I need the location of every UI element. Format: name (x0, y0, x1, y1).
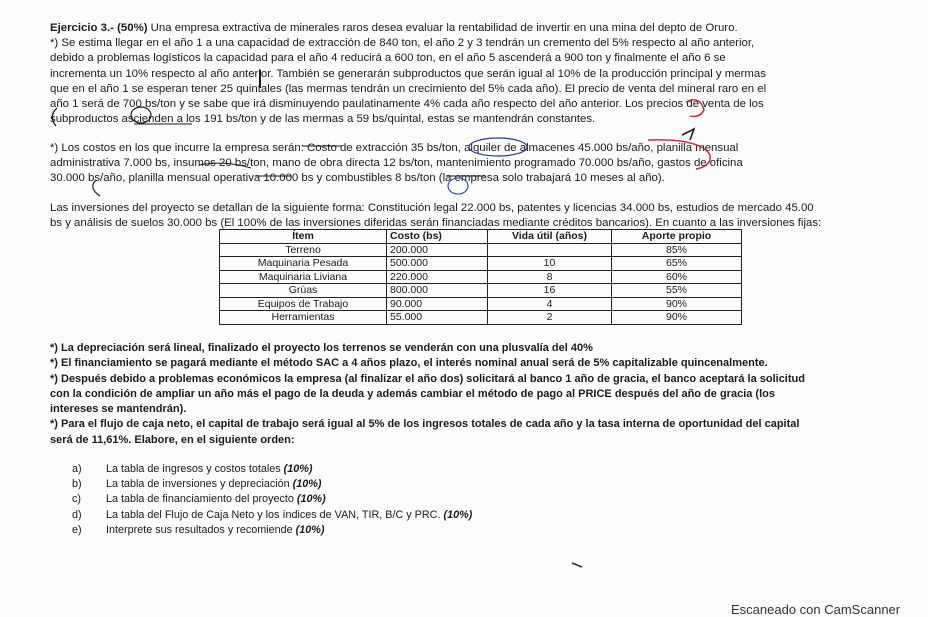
col-header-useful-life: Vida útil (años) (488, 230, 612, 244)
task-description: La tabla de inversiones y depreciación (106, 478, 293, 491)
table-row (220, 284, 742, 298)
task-description: Interprete sus resultados y recomiende (106, 523, 296, 536)
table-row (220, 311, 742, 325)
list-item (72, 523, 472, 538)
cell-useful-life: 16 (488, 284, 612, 298)
list-item (72, 477, 472, 492)
text-line: debido a problemas logísticos la capacidad para el año 4 reducirá a 600 ton, en el año 5 ascenderá a 900 ton y finalmente el año 6 se (50, 52, 726, 65)
list-item (72, 508, 472, 523)
problem-statement (50, 21, 928, 127)
list-item (72, 462, 472, 477)
cell-item: Equipos de Trabajo (220, 297, 387, 311)
list-item (72, 492, 472, 507)
task-weight: (10%) (296, 493, 326, 506)
cell-cost: 220.000 (387, 270, 488, 284)
cell-useful-life: 8 (488, 270, 612, 284)
cell-useful-life: 2 (488, 311, 612, 325)
text-line: *) Los costos en los que incurre la empresa serán: Costo de extracción 35 bs/ton, alquiler de almacenes 45.000 bs/año, planilla mensual (50, 142, 739, 154)
task-description: La tabla del Flujo de Caja Neto y los índices de VAN, TIR, B/C y PRC. (106, 508, 444, 521)
cell-cost: 90.000 (387, 297, 488, 311)
cell-cost: 55.000 (387, 311, 488, 325)
text-line: intereses se mantendrán). (50, 403, 187, 416)
task-letter: a) (72, 463, 82, 475)
cell-own-contribution: 90% (612, 297, 742, 311)
table-row (220, 243, 742, 257)
task-text (106, 462, 312, 477)
task-letter: e) (72, 523, 82, 536)
cell-cost: 500.000 (387, 257, 488, 271)
cell-cost: 800.000 (387, 284, 488, 298)
table-row (220, 257, 742, 271)
cell-useful-life: 10 (488, 257, 612, 271)
cell-own-contribution: 55% (612, 284, 742, 298)
cell-own-contribution: 85% (612, 243, 742, 257)
text-line: *) Para el flujo de caja neto, el capital de trabajo será igual al 5% de los ingresos totales de cada año y la tasa interna de oportunidad del capital (50, 418, 800, 431)
text-line: incrementa un 10% respecto al año anterior. También se generarán subproductos que serán igual al 10% de la producción principal y mermas (50, 67, 766, 80)
task-list (72, 462, 472, 538)
cell-item: Grúas (220, 284, 387, 298)
task-description: La tabla de financiamiento del proyecto (106, 493, 297, 506)
task-text (106, 523, 324, 538)
task-text (106, 492, 326, 507)
table-header-row (220, 230, 742, 244)
text-line: *) El financiamiento se pagará mediante el método SAC a 4 años plazo, el interés nominal anual será de 5% capitalizable quincenalmente. (50, 357, 768, 370)
cell-useful-life: 4 (488, 297, 612, 311)
task-text (106, 477, 321, 492)
stray-mark (572, 563, 582, 567)
pen-check-mark (682, 129, 694, 140)
text-line: *) Se estima llegar en el año 1 a una capacidad de extracción de 840 ton, el año 2 y 3 tendrán un cremento del 5% respecto al año anterior, (50, 37, 755, 50)
investments-paragraph (50, 201, 928, 231)
table-row (220, 270, 742, 284)
text-line: con la condición de ampliar un año más el pago de la deuda y además cambiar el método de pago al PRICE después del año de gracia (los (50, 387, 775, 400)
col-header-own-contribution: Aporte propio (612, 230, 742, 244)
text-line: *) Después debido a problemas económicos la empresa (al finalizar el año dos) solicitará al banco 1 año de gracia, el banco aceptará la solicitud (50, 372, 805, 385)
task-letter: c) (72, 493, 81, 506)
exercise-title: Ejercicio 3.- (50%) (50, 22, 148, 34)
task-letter: b) (72, 478, 82, 491)
text-line: Las inversiones del proyecto se detallan de la siguiente forma: Constitución legal 22.000 bs, patentes y licencias 34.000 bs, estudios de mercado 45.00 (50, 202, 814, 214)
text-line: que en el año 1 se esperan tener 25 quintales (las mermas tendrán un crecimiento del 5% cada año). El precio de venta del mineral raro en el (50, 82, 767, 95)
cell-own-contribution: 65% (612, 257, 742, 271)
cell-own-contribution: 60% (612, 270, 742, 284)
table-row (220, 297, 742, 311)
col-header-item: Ítem (220, 230, 387, 244)
exercise-intro: Una empresa extractiva de minerales raros desea evaluar la rentabilidad de invertir en una mina del depto de Oruro. (147, 22, 738, 34)
cell-item: Maquinaria Pesada (220, 257, 387, 271)
task-text (106, 508, 472, 523)
col-header-cost: Costo (bs) (387, 230, 488, 244)
cell-item: Herramientas (220, 311, 387, 325)
text-line: bs y análisis de suelos 30.000 bs (El 100% de las inversiones diferidas serán financiadas mediante créditos bancarios). En cuanto a las inversiones fijas: (50, 217, 822, 230)
fixed-investments-table (219, 229, 742, 325)
task-weight: (10%) (295, 523, 325, 536)
cell-useful-life (488, 243, 612, 257)
cell-own-contribution: 90% (612, 311, 742, 325)
text-line: subproductos ascienden a los 191 bs/ton y de las mermas a 59 bs/quintal, estas se mantendrán constantes. (50, 113, 596, 126)
task-weight: (10%) (443, 508, 473, 521)
text-line: será de 11,61%. Elabore, en el siguiente orden: (50, 433, 295, 446)
text-line: administrativa 7.000 bs, insumos 20 bs/ton, mano de obra directa 12 bs/ton, mantenimiento programado 70.000 bs/año, gastos de oficina (50, 157, 743, 170)
text-line: año 1 será de 700 bs/ton y se sabe que irá disminuyendo paulatinamente 4% cada año respecto del año anterior. Los precios de venta de los (50, 98, 764, 111)
text-line: 30.000 bs/año, planilla mensual operativa 10.000 bs y combustibles 8 bs/ton (la empresa solo trabajará 10 meses al año). (50, 172, 665, 185)
cell-item: Maquinaria Liviana (220, 270, 387, 284)
costs-paragraph (50, 141, 928, 187)
conditions-paragraph (50, 341, 928, 448)
task-letter: d) (72, 508, 82, 521)
title-line (50, 21, 928, 36)
cell-cost: 200.000 (387, 243, 488, 257)
task-weight: (10%) (292, 478, 322, 491)
text-line: *) La depreciación será lineal, finalizado el proyecto los terrenos se venderán con una plusvalía del 40% (50, 342, 593, 354)
cell-item: Terreno (220, 243, 387, 257)
scanner-watermark: Escaneado con CamScanner (731, 602, 901, 617)
task-weight: (10%) (283, 463, 313, 475)
task-description: La tabla de ingresos y costos totales (106, 463, 284, 475)
